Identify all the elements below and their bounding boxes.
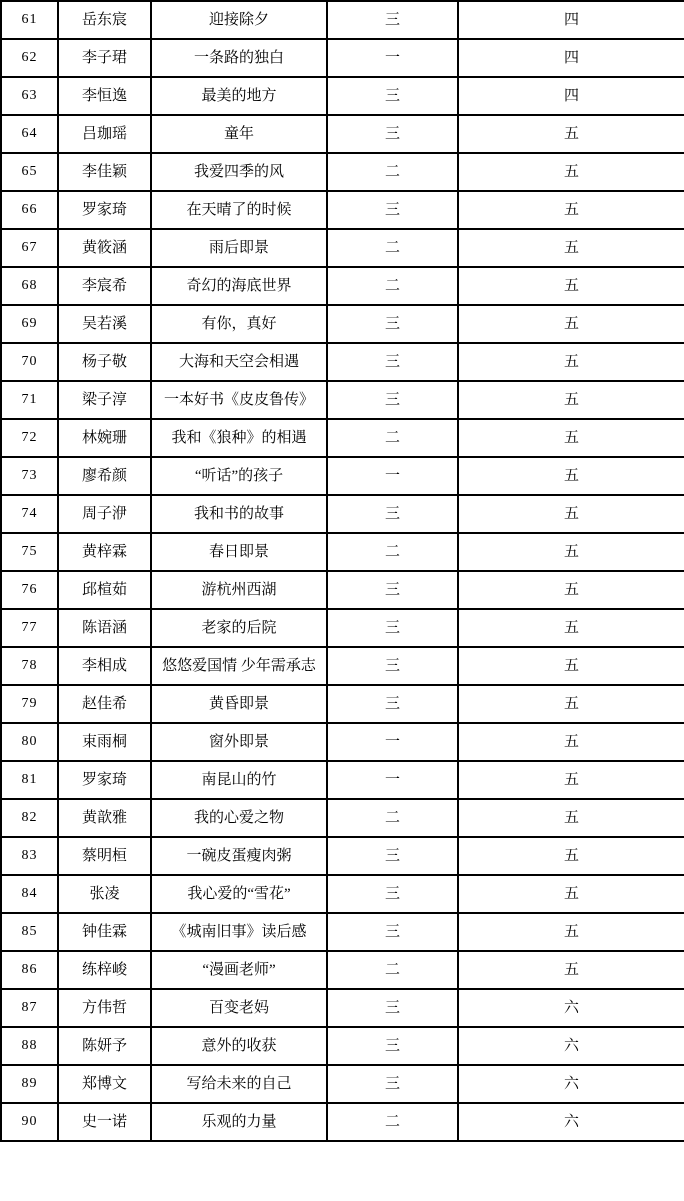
student-name-cell: 李佳颖	[58, 153, 151, 191]
grade-cell: 四	[458, 1, 684, 39]
prize-level-cell: 三	[327, 495, 458, 533]
grade-cell: 五	[458, 305, 684, 343]
prize-level-cell: 三	[327, 1, 458, 39]
table-row	[1, 39, 684, 77]
student-name-cell: 张凌	[58, 875, 151, 913]
grade-cell: 五	[458, 153, 684, 191]
row-number-cell: 74	[1, 495, 58, 533]
prize-level-cell: 三	[327, 191, 458, 229]
student-name-cell: 李子珺	[58, 39, 151, 77]
grade-cell: 四	[458, 77, 684, 115]
row-number-cell: 71	[1, 381, 58, 419]
student-name-cell: 李恒逸	[58, 77, 151, 115]
table-row	[1, 723, 684, 761]
student-name-cell: 钟佳霖	[58, 913, 151, 951]
essay-title-cell: 乐观的力量	[151, 1103, 327, 1141]
essay-title-cell: 我的心爱之物	[151, 799, 327, 837]
row-number-cell: 79	[1, 685, 58, 723]
table-row	[1, 495, 684, 533]
row-number-cell: 87	[1, 989, 58, 1027]
essay-title-cell: 我心爱的“雪花”	[151, 875, 327, 913]
prize-level-cell: 三	[327, 609, 458, 647]
grade-cell: 五	[458, 723, 684, 761]
grade-cell: 六	[458, 1027, 684, 1065]
prize-level-cell: 二	[327, 951, 458, 989]
table-row	[1, 305, 684, 343]
row-number-cell: 68	[1, 267, 58, 305]
student-name-cell: 周子洢	[58, 495, 151, 533]
table-row	[1, 381, 684, 419]
row-number-cell: 90	[1, 1103, 58, 1141]
prize-level-cell: 二	[327, 533, 458, 571]
table-row	[1, 1027, 684, 1065]
essay-title-cell: 在天晴了的时候	[151, 191, 327, 229]
student-name-cell: 黄梓霖	[58, 533, 151, 571]
prize-level-cell: 一	[327, 761, 458, 799]
row-number-cell: 83	[1, 837, 58, 875]
essay-title-cell: 有你，真好	[151, 305, 327, 343]
row-number-cell: 62	[1, 39, 58, 77]
row-number-cell: 73	[1, 457, 58, 495]
grade-cell: 五	[458, 267, 684, 305]
prize-level-cell: 二	[327, 1103, 458, 1141]
row-number-cell: 67	[1, 229, 58, 267]
row-number-cell: 78	[1, 647, 58, 685]
student-name-cell: 练梓峻	[58, 951, 151, 989]
prize-level-cell: 一	[327, 723, 458, 761]
grade-cell: 五	[458, 381, 684, 419]
row-number-cell: 85	[1, 913, 58, 951]
student-name-cell: 林婉珊	[58, 419, 151, 457]
prize-level-cell: 三	[327, 381, 458, 419]
essay-title-cell: 南昆山的竹	[151, 761, 327, 799]
row-number-cell: 76	[1, 571, 58, 609]
student-name-cell: 吕珈瑶	[58, 115, 151, 153]
table-row	[1, 875, 684, 913]
table-row	[1, 457, 684, 495]
table-row	[1, 913, 684, 951]
essay-title-cell: 一本好书《皮皮鲁传》	[151, 381, 327, 419]
row-number-cell: 63	[1, 77, 58, 115]
grade-cell: 五	[458, 837, 684, 875]
essay-title-cell: 春日即景	[151, 533, 327, 571]
table-row	[1, 115, 684, 153]
essay-title-cell: 最美的地方	[151, 77, 327, 115]
grade-cell: 五	[458, 875, 684, 913]
student-name-cell: 邱楦茹	[58, 571, 151, 609]
grade-cell: 五	[458, 343, 684, 381]
essay-title-cell: 我和《狼种》的相遇	[151, 419, 327, 457]
essay-title-cell: 游杭州西湖	[151, 571, 327, 609]
student-name-cell: 廖希颜	[58, 457, 151, 495]
row-number-cell: 65	[1, 153, 58, 191]
table-row	[1, 647, 684, 685]
grade-cell: 五	[458, 951, 684, 989]
row-number-cell: 86	[1, 951, 58, 989]
table-row	[1, 419, 684, 457]
essay-title-cell: 一碗皮蛋瘦肉粥	[151, 837, 327, 875]
table-row	[1, 837, 684, 875]
prize-level-cell: 二	[327, 799, 458, 837]
table-row	[1, 267, 684, 305]
prize-level-cell: 三	[327, 305, 458, 343]
row-number-cell: 69	[1, 305, 58, 343]
essay-title-cell: 百变老妈	[151, 989, 327, 1027]
prize-level-cell: 一	[327, 457, 458, 495]
row-number-cell: 88	[1, 1027, 58, 1065]
grade-cell: 五	[458, 571, 684, 609]
row-number-cell: 80	[1, 723, 58, 761]
table-row	[1, 1, 684, 39]
essay-title-cell: 奇幻的海底世界	[151, 267, 327, 305]
prize-level-cell: 三	[327, 115, 458, 153]
row-number-cell: 84	[1, 875, 58, 913]
student-name-cell: 黄筱涵	[58, 229, 151, 267]
prize-level-cell: 一	[327, 39, 458, 77]
row-number-cell: 64	[1, 115, 58, 153]
student-name-cell: 郑博文	[58, 1065, 151, 1103]
prize-level-cell: 三	[327, 913, 458, 951]
grade-cell: 五	[458, 457, 684, 495]
grade-cell: 五	[458, 799, 684, 837]
student-name-cell: 陈语涵	[58, 609, 151, 647]
prize-level-cell: 三	[327, 685, 458, 723]
row-number-cell: 89	[1, 1065, 58, 1103]
student-name-cell: 李宸希	[58, 267, 151, 305]
prize-level-cell: 三	[327, 77, 458, 115]
table-row	[1, 77, 684, 115]
table-row	[1, 761, 684, 799]
table-row	[1, 571, 684, 609]
prize-level-cell: 三	[327, 647, 458, 685]
row-number-cell: 81	[1, 761, 58, 799]
student-name-cell: 蔡明桓	[58, 837, 151, 875]
row-number-cell: 61	[1, 1, 58, 39]
essay-title-cell: “听话”的孩子	[151, 457, 327, 495]
table-row	[1, 609, 684, 647]
table-row	[1, 799, 684, 837]
prize-level-cell: 三	[327, 837, 458, 875]
student-name-cell: 杨子敬	[58, 343, 151, 381]
row-number-cell: 77	[1, 609, 58, 647]
grade-cell: 六	[458, 989, 684, 1027]
row-number-cell: 82	[1, 799, 58, 837]
grade-cell: 五	[458, 115, 684, 153]
row-number-cell: 72	[1, 419, 58, 457]
prize-level-cell: 二	[327, 419, 458, 457]
essay-title-cell: 我爱四季的风	[151, 153, 327, 191]
grade-cell: 五	[458, 191, 684, 229]
prize-level-cell: 二	[327, 267, 458, 305]
student-name-cell: 束雨桐	[58, 723, 151, 761]
table-row	[1, 1065, 684, 1103]
prize-level-cell: 三	[327, 343, 458, 381]
prize-level-cell: 三	[327, 571, 458, 609]
essay-title-cell: 老家的后院	[151, 609, 327, 647]
grade-cell: 六	[458, 1103, 684, 1141]
prize-level-cell: 三	[327, 989, 458, 1027]
row-number-cell: 66	[1, 191, 58, 229]
table-row	[1, 191, 684, 229]
student-name-cell: 方伟哲	[58, 989, 151, 1027]
student-name-cell: 陈妍予	[58, 1027, 151, 1065]
student-name-cell: 赵佳希	[58, 685, 151, 723]
row-number-cell: 70	[1, 343, 58, 381]
essay-title-cell: 雨后即景	[151, 229, 327, 267]
student-name-cell: 吴若溪	[58, 305, 151, 343]
essay-title-cell: 悠悠爱国情 少年需承志	[151, 647, 327, 685]
row-number-cell: 75	[1, 533, 58, 571]
table-row	[1, 951, 684, 989]
grade-cell: 五	[458, 533, 684, 571]
student-name-cell: 罗家琦	[58, 191, 151, 229]
student-name-cell: 史一诺	[58, 1103, 151, 1141]
table-row	[1, 343, 684, 381]
essay-title-cell: 童年	[151, 115, 327, 153]
prize-level-cell: 三	[327, 875, 458, 913]
essay-title-cell: 一条路的独白	[151, 39, 327, 77]
essay-title-cell: 迎接除夕	[151, 1, 327, 39]
prize-level-cell: 三	[327, 1027, 458, 1065]
essay-title-cell: “漫画老师”	[151, 951, 327, 989]
prize-level-cell: 二	[327, 153, 458, 191]
prize-level-cell: 二	[327, 229, 458, 267]
grade-cell: 五	[458, 647, 684, 685]
grade-cell: 四	[458, 39, 684, 77]
student-name-cell: 岳东宸	[58, 1, 151, 39]
table-row	[1, 229, 684, 267]
student-name-cell: 梁子淳	[58, 381, 151, 419]
table-row	[1, 1103, 684, 1141]
grade-cell: 六	[458, 1065, 684, 1103]
student-name-cell: 李相成	[58, 647, 151, 685]
prize-level-cell: 三	[327, 1065, 458, 1103]
table-row	[1, 989, 684, 1027]
essay-title-cell: 写给未来的自己	[151, 1065, 327, 1103]
grade-cell: 五	[458, 229, 684, 267]
student-name-cell: 罗家琦	[58, 761, 151, 799]
table-row	[1, 153, 684, 191]
grade-cell: 五	[458, 685, 684, 723]
essay-title-cell: 《城南旧事》读后感	[151, 913, 327, 951]
table-row	[1, 533, 684, 571]
student-name-cell: 黄歆雅	[58, 799, 151, 837]
essay-title-cell: 窗外即景	[151, 723, 327, 761]
grade-cell: 五	[458, 419, 684, 457]
essay-title-cell: 意外的收获	[151, 1027, 327, 1065]
essay-title-cell: 我和书的故事	[151, 495, 327, 533]
table-row	[1, 685, 684, 723]
grade-cell: 五	[458, 609, 684, 647]
grade-cell: 五	[458, 495, 684, 533]
grade-cell: 五	[458, 913, 684, 951]
grade-cell: 五	[458, 761, 684, 799]
essay-title-cell: 大海和天空会相遇	[151, 343, 327, 381]
essay-title-cell: 黄昏即景	[151, 685, 327, 723]
table-body	[1, 1, 684, 1141]
